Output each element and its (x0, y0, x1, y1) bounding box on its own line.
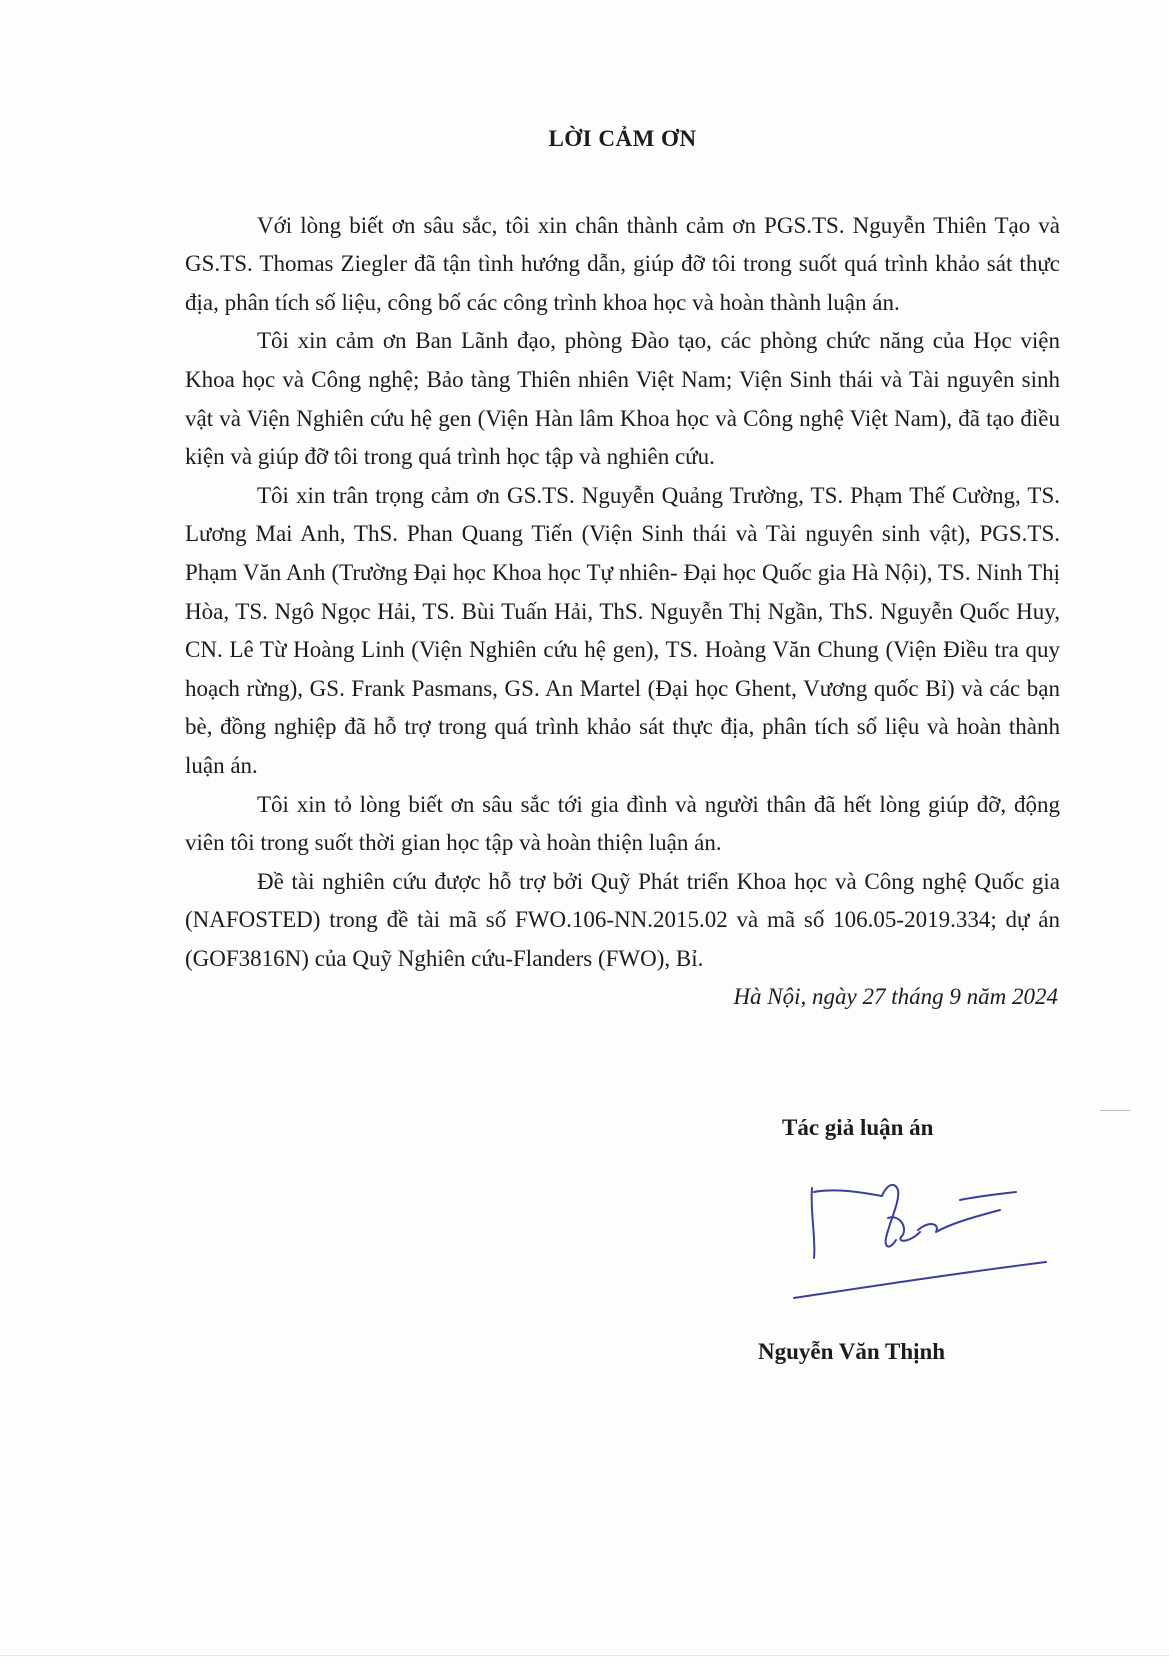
page-title: LỜI CẢM ƠN (548, 126, 697, 151)
paragraph-colleagues: Tôi xin trân trọng cảm ơn GS.TS. Nguyễn Quảng Trường, TS. Phạm Thế Cường, TS. Lương Mai Anh, ThS. Phan Quang Tiến (Viện Sinh thái và Tài nguyên sinh vật), PGS.TS. Phạm Văn Anh (Trường Đại học Khoa học Tự nhiên- Đại học Quốc gia Hà Nội), TS. Ninh Thị Hòa, TS. Ngô Ngọc Hải, TS. Bùi Tuấn Hải, ThS. Nguyễn Thị Ngần, ThS. Nguyễn Quốc Huy, CN. Lê Từ Hoàng Linh (Viện Nghiên cứu hệ gen), TS. Hoàng Văn Chung (Viện Điều tra quy hoạch rừng), GS. Frank Pasmans, GS. An Martel (Đại học Ghent, Vương quốc Bỉ) và các bạn bè, đồng nghiệp đã hỗ trợ trong quá trình khảo sát thực địa, phân tích số liệu và hoàn thành luận án. (185, 482, 1060, 778)
document-body (185, 120, 1060, 1017)
scan-mark (0, 1655, 1169, 1656)
author-name: Nguyễn Văn Thịnh (758, 1339, 946, 1364)
author-label: Tác giả luận án (782, 1115, 934, 1140)
paragraph-advisors: Với lòng biết ơn sâu sắc, tôi xin chân thành cảm ơn PGS.TS. Nguyễn Thiên Tạo và GS.TS. Thomas Ziegler đã tận tình hướng dẫn, giúp đỡ tôi trong suốt quá trình khảo sát thực địa, phân tích số liệu, công bố các công trình khoa học và hoàn thành luận án. (185, 212, 1060, 315)
scan-mark (1100, 1110, 1130, 1111)
paragraph-institutions: Tôi xin cảm ơn Ban Lãnh đạo, phòng Đào tạo, các phòng chức năng của Học viện Khoa học và Công nghệ; Bảo tàng Thiên nhiên Việt Nam; Viện Sinh thái và Tài nguyên sinh vật và Viện Nghiên cứu hệ gen (Viện Hàn lâm Khoa học và Công nghệ Việt Nam), đã tạo điều kiện và giúp đỡ tôi trong quá trình học tập và nghiên cứu. (185, 328, 1060, 470)
paragraph-family: Tôi xin tỏ lòng biết ơn sâu sắc tới gia đình và người thân đã hết lòng giúp đỡ, động viên tôi trong suốt thời gian học tập và hoàn thiện luận án. (185, 791, 1060, 856)
paragraph-funding: Đề tài nghiên cứu được hỗ trợ bởi Quỹ Phát triển Khoa học và Công nghệ Quốc gia (NAFOSTED) trong đề tài mã số FWO.106-NN.2015.02 và mã số 106.05-2019.334; dự án (GOF3816N) của Quỹ Nghiên cứu-Flanders (FWO), Bỉ. (185, 868, 1060, 971)
signature-icon (790, 1170, 1050, 1300)
date-line: Hà Nội, ngày 27 tháng 9 năm 2024 (733, 984, 1058, 1010)
